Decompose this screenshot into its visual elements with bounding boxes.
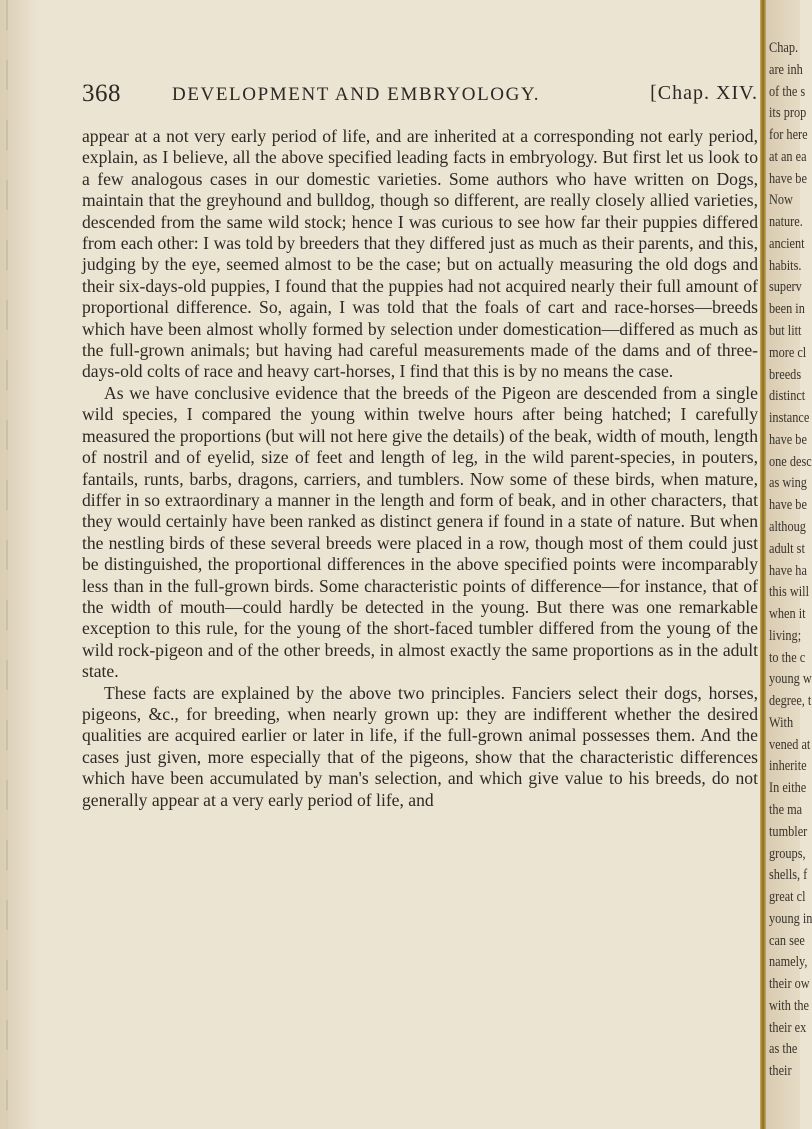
adjacent-page-fragment: In eithe [769, 780, 807, 796]
adjacent-page-fragment: degree, t [769, 693, 812, 709]
adjacent-page-fragment: breeds [769, 367, 802, 383]
adjacent-page-fragment: althoug [769, 519, 806, 535]
adjacent-page-fragment: with the [769, 998, 809, 1014]
adjacent-page-fragment: of the s [769, 84, 806, 100]
adjacent-page-fragment: groups, [769, 846, 806, 862]
adjacent-page-fragment: one desc [769, 454, 812, 470]
adjacent-page-fragment: more cl [769, 345, 807, 361]
adjacent-page-fragment: habits. [769, 258, 802, 274]
adjacent-page-fragment: nature. [769, 214, 803, 230]
adjacent-page-fragment: can see [769, 933, 805, 949]
body-text [82, 126, 758, 811]
chapter-reference: [Chap. XIV. [650, 82, 758, 104]
adjacent-page-fragment: the ma [769, 802, 803, 818]
adjacent-page-fragment: have be [769, 171, 807, 187]
adjacent-page-fragment: to the c [769, 650, 806, 666]
adjacent-page-fragment: its prop [769, 105, 807, 121]
book-page [40, 0, 760, 1129]
adjacent-page-fragment: are inh [769, 62, 803, 78]
adjacent-page-fragment: With [769, 715, 794, 731]
adjacent-page-fragment: when it [769, 606, 806, 622]
adjacent-page-fragment: shells, f [769, 867, 808, 883]
adjacent-page-fragment: have be [769, 432, 807, 448]
adjacent-page-fragment: been in [769, 301, 805, 317]
adjacent-page-fragment: their ow [769, 976, 810, 992]
adjacent-page-fragment: as the [769, 1041, 798, 1057]
adjacent-page-fragment: for here [769, 127, 808, 143]
adjacent-page-fragment: inherite [769, 758, 807, 774]
adjacent-page-fragment: their [769, 1063, 792, 1079]
adjacent-page-fragment: but litt [769, 323, 802, 339]
adjacent-page-fragment: namely, [769, 954, 808, 970]
page-header [82, 80, 758, 114]
adjacent-page-fragment: Now [769, 192, 793, 208]
adjacent-page-fragment: instance [769, 410, 810, 426]
adjacent-page-fragment: their ex [769, 1020, 807, 1036]
adjacent-page-fragment: young in [769, 911, 812, 927]
adjacent-page-fragment: superv [769, 279, 802, 295]
left-gutter [0, 0, 40, 1129]
paragraph: These facts are explained by the above two principles. Fanciers select their dogs, horses, pigeons, &c., for breeding, when nearly grown up: they are indifferent whether the desired qualities are acquired earlier or later in life, if the full-grown animal possesses them. And the cases just given, more especially that of the pigeons, show that the characteristic differences which have been accumulated by man's selection, and which give value to his breeds, do not generally appear at a very early period of life, and [82, 682, 758, 810]
running-head: DEVELOPMENT AND EMBRYOLOGY. [172, 84, 541, 105]
adjacent-page-fragment: have ha [769, 563, 807, 579]
page-number: 368 [82, 80, 121, 107]
adjacent-page-fragment: ancient [769, 236, 805, 252]
adjacent-page-fragment: have be [769, 497, 807, 513]
adjacent-page-fragment: as wing [769, 475, 807, 491]
adjacent-page-fragment: young w [769, 671, 812, 687]
paragraph: As we have conclusive evidence that the breeds of the Pigeon are descended from a single wild species, I compared the young within twelve hours after being hatched; I carefully measured the proportions (but will not here give the details) of the beak, width of mouth, length of nostril and of eyelid, size of feet and length of leg, in the wild parent-species, in pouters, fantails, runts, barbs, dragons, carriers, and tumblers. Now some of these birds, when mature, differ in so extraordinary a manner in the length and form of beak, and in other characters, that they would certainly have been ranked as distinct genera if found in a state of nature. But when the nestling birds of these several breeds were placed in a row, though most of them could just be distinguished, the proportional differences in the above specified points were incomparably less than in the full-grown birds. Some characteristic points of difference—for instance, that of the width of mouth—could hardly be detected in the young. But there was one remarkable exception to this rule, for the young of the short-faced tumbler differed from the young of the wild rock-pigeon and of the other breeds, in almost exactly the same proportions as in the adult state. [82, 382, 758, 682]
adjacent-page-fragment: great cl [769, 889, 806, 905]
adjacent-page-strip [766, 0, 812, 1129]
adjacent-page-fragment: vened at [769, 737, 811, 753]
adjacent-page-fragment: Chap. [769, 40, 799, 56]
adjacent-page-fragment: living; [769, 628, 802, 644]
adjacent-page-fragment: adult st [769, 541, 805, 557]
adjacent-page-fragment: distinct [769, 388, 806, 404]
adjacent-page-fragment: this will [769, 584, 809, 600]
adjacent-page-fragment: tumbler [769, 824, 808, 840]
adjacent-page-fragment: at an ea [769, 149, 807, 165]
paragraph: appear at a not very early period of life, and are inherited at a corresponding not early period, explain, as I believe, all the above specified leading facts in embryology. But first let us look to a few analogous cases in our domestic varieties. Some authors who have written on Dogs, maintain that the greyhound and bulldog, though so different, are really closely allied varieties, descended from the same wild stock; hence I was curious to see how far their puppies differed from each other: I was told by breeders that they differed just as much as their parents, and this, judging by the eye, seemed almost to be the case; but on actually measuring the old dogs and their six-days-old puppies, I found that the puppies had not acquired nearly their full amount of proportional difference. So, again, I was told that the foals of cart and race-horses—breeds which have been almost wholly formed by selection under domestication—differed as much as the full-grown animals; but having had careful measurements made of the dams and of three-days-old colts of race and heavy cart-horses, I find that this is by no means the case. [82, 126, 758, 382]
